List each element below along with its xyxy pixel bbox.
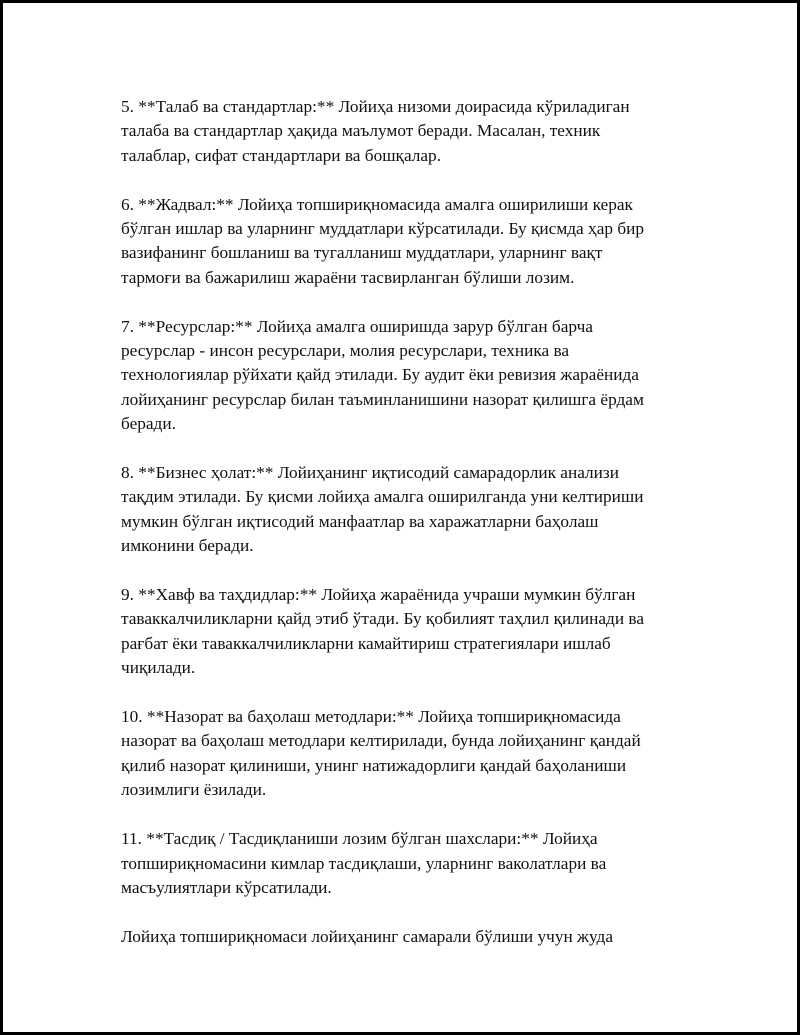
text-line: масъулиятлари кўрсатилади. bbox=[121, 877, 332, 897]
text-line: тармоғи ва бажарилиш жараёни тасвирланган бўлиши лозим. bbox=[121, 267, 575, 287]
text-line: тақдим этилади. Бу қисми лойиҳа амалга оширилганда уни келтириши bbox=[121, 487, 644, 507]
paragraph-schedule bbox=[121, 193, 691, 291]
text-line: лозимлиги ёзилади. bbox=[121, 780, 267, 800]
text-line: 6. **Жадвал:** Лойиҳа топшириқномасида амалга оширилиши керак bbox=[121, 194, 633, 214]
paragraph-approval bbox=[121, 827, 691, 900]
paragraph-risks bbox=[121, 583, 691, 681]
text-line: вазифанинг бошланиш ва тугалланиш муддатлари, уларнинг вақт bbox=[121, 243, 603, 263]
text-line: 7. **Ресурслар:** Лойиҳа амалга оширишда зарур бўлган барча bbox=[121, 316, 593, 336]
paragraph-requirements bbox=[121, 95, 691, 168]
text-line: топшириқномасини кимлар тасдиқлаши, уларнинг ваколатлари ва bbox=[121, 853, 607, 873]
text-line: талаба ва стандартлар ҳақида маълумот беради. Масалан, техник bbox=[121, 121, 601, 141]
text-line: беради. bbox=[121, 414, 176, 434]
text-line: 11. **Тасдиқ / Тасдиқланиши лозим бўлган шахслари:** Лойиҳа bbox=[121, 829, 598, 849]
text-line: лойиҳанинг ресурслар билан таъминланишини назорат қилишга ёрдам bbox=[121, 389, 644, 409]
text-line: назорат ва баҳолаш методлари келтирилади, бунда лойиҳанинг қандай bbox=[121, 731, 641, 751]
text-line: 10. **Назорат ва баҳолаш методлари:** Лойиҳа топшириқномасида bbox=[121, 707, 621, 727]
paragraph-resources bbox=[121, 315, 691, 437]
text-line: рағбат ёки таваккалчиликларни камайтириш стратегиялари ишлаб bbox=[121, 633, 611, 653]
text-line: ресурслар - инсон ресурслари, молия ресурслари, техника ва bbox=[121, 341, 570, 361]
text-line: қилиб назорат қилиниши, унинг натижадорлиги қандай баҳоланиши bbox=[121, 755, 627, 775]
text-line: 9. **Хавф ва таҳдидлар:** Лойиҳа жараёнида учраши мумкин бўлган bbox=[121, 585, 636, 605]
text-line: 5. **Талаб ва стандартлар:** Лойиҳа низоми доирасида кўриладиган bbox=[121, 97, 630, 116]
text-line: имконини беради. bbox=[121, 536, 254, 556]
text-line: 8. **Бизнес ҳолат:** Лойиҳанинг иқтисодий самарадорлик анализи bbox=[121, 463, 619, 483]
text-line: Лойиҳа топшириқномаси лойиҳанинг самарали бўлиши учун жуда bbox=[121, 926, 613, 946]
paragraph-business-case bbox=[121, 461, 691, 559]
text-line: мумкин бўлган иқтисодий манфаатлар ва харажатларни баҳолаш bbox=[121, 511, 599, 531]
text-line: чиқилади. bbox=[121, 658, 196, 678]
paragraph-control-methods bbox=[121, 705, 691, 803]
paragraph-conclusion bbox=[121, 925, 691, 949]
text-line: таваккалчиликларни қайд этиб ўтади. Бу қобилият таҳлил қилинади ва bbox=[121, 609, 644, 629]
text-line: талаблар, сифат стандартлари ва бошқалар. bbox=[121, 145, 442, 165]
document-body bbox=[121, 95, 691, 974]
text-line: бўлган ишлар ва уларнинг муддатлари кўрсатилади. Бу қисмда ҳар бир bbox=[121, 219, 645, 239]
text-line: технологиялар рўйхати қайд этилади. Бу аудит ёки ревизия жараёнида bbox=[121, 365, 639, 385]
